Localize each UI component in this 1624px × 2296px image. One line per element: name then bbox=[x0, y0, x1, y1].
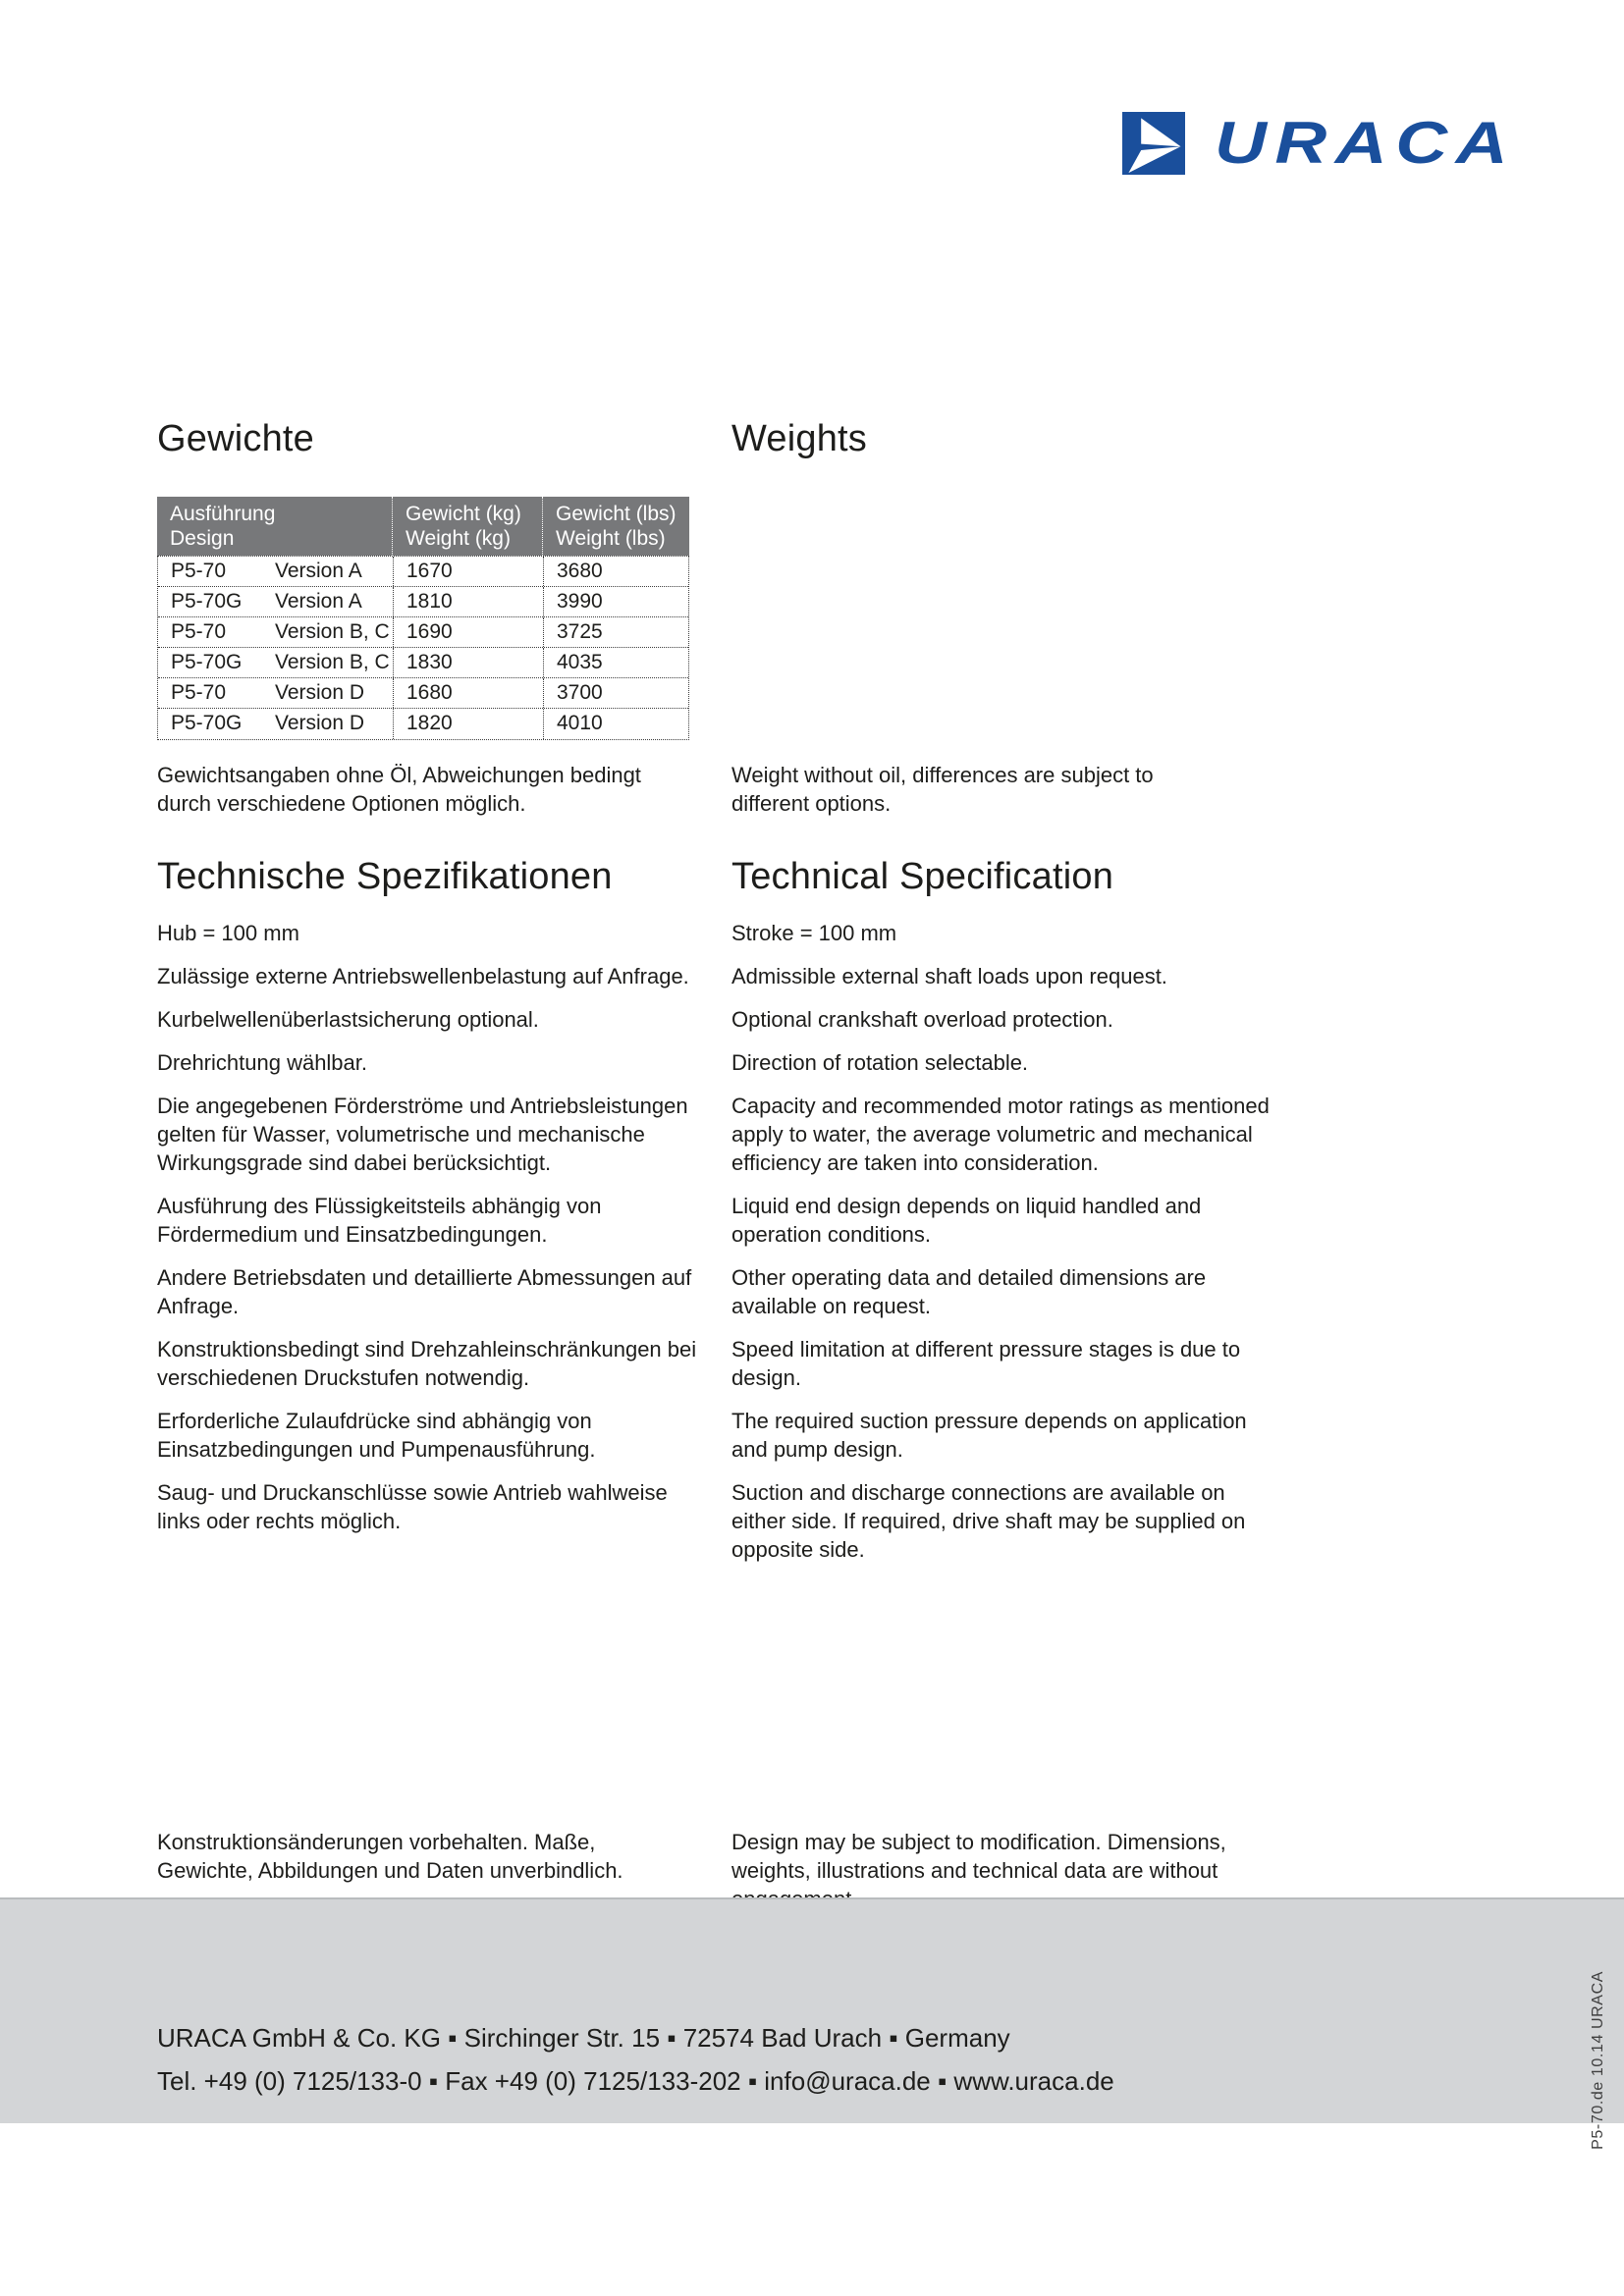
weights-note-de: Gewichtsangaben ohne Öl, Abweichungen bedingt durch verschiedene Optionen möglich. bbox=[157, 763, 641, 816]
version-cell: Version D bbox=[275, 712, 365, 734]
spec-paragraph: Zulässige externe Antriebswellenbelastung auf Anfrage. bbox=[157, 964, 689, 988]
weight-lbs-cell: 3700 bbox=[543, 678, 690, 708]
model-cell: P5-70G bbox=[171, 712, 243, 734]
spec-paragraph: Admissible external shaft loads upon request. bbox=[731, 964, 1167, 988]
weight-lbs-cell: 4010 bbox=[543, 709, 690, 739]
spec-paragraph: Konstruktionsbedingt sind Drehzahleinschränkungen bei verschiedenen Druckstufen notwendig. bbox=[157, 1337, 697, 1390]
version-cell: Version D bbox=[275, 681, 365, 704]
spec-paragraph: Suction and discharge connections are available on either side. If required, drive shaft may be supplied on opposite side. bbox=[731, 1480, 1246, 1562]
spec-paragraph: Andere Betriebsdaten und detaillierte Abmessungen auf Anfrage. bbox=[157, 1265, 692, 1318]
header-weight-lbs: Gewicht (lbs) Weight (lbs) bbox=[542, 497, 689, 556]
footer-address: URACA GmbH & Co. KG ▪ Sirchinger Str. 15 ▪ 72574 Bad Urach ▪ Germany bbox=[157, 2023, 1010, 2053]
specs-paragraphs-de bbox=[157, 919, 699, 1550]
uraca-arrow-icon bbox=[1122, 110, 1185, 177]
weights-title-en: Weights bbox=[731, 418, 867, 459]
specs-title-en: Technical Specification bbox=[731, 856, 1114, 897]
model-cell: P5-70 bbox=[171, 560, 227, 582]
spec-paragraph: Capacity and recommended motor ratings as mentioned apply to water, the average volumetric and mechanical efficiency are taken into consideration. bbox=[731, 1094, 1270, 1175]
specs-title-de: Technische Spezifikationen bbox=[157, 856, 613, 897]
table-row bbox=[158, 557, 688, 587]
spec-paragraph: Saug- und Druckanschlüsse sowie Antrieb wahlweise links oder rechts möglich. bbox=[157, 1480, 668, 1533]
spec-paragraph: Speed limitation at different pressure stages is due to design. bbox=[731, 1337, 1241, 1390]
weight-kg-cell: 1830 bbox=[393, 648, 543, 677]
weights-title-de: Gewichte bbox=[157, 418, 315, 459]
spec-paragraph: Other operating data and detailed dimensions are available on request. bbox=[731, 1265, 1207, 1318]
table-row bbox=[158, 617, 688, 648]
header-design: Ausführung Design bbox=[170, 503, 276, 550]
weight-lbs-cell: 3725 bbox=[543, 617, 690, 647]
weight-lbs-cell: 3990 bbox=[543, 587, 690, 616]
spec-paragraph: Erforderliche Zulaufdrücke sind abhängig von Einsatzbedingungen und Pumpenausführung. bbox=[157, 1409, 596, 1462]
spec-paragraph: Die angegebenen Förderströme und Antriebsleistungen gelten für Wasser, volumetrische und mechanische Wirkungsgrade sind dabei berücksichtigt. bbox=[157, 1094, 688, 1175]
uraca-logo bbox=[1122, 110, 1517, 177]
weights-table bbox=[157, 497, 689, 740]
spec-paragraph: Optional crankshaft overload protection. bbox=[731, 1007, 1113, 1032]
spec-paragraph: Stroke = 100 mm bbox=[731, 921, 897, 945]
spec-paragraph: Drehrichtung wählbar. bbox=[157, 1050, 368, 1075]
spec-paragraph: Kurbelwellenüberlastsicherung optional. bbox=[157, 1007, 539, 1032]
disclaimer-de: Konstruktionsänderungen vorbehalten. Maße, Gewichte, Abbildungen und Daten unverbindlich. bbox=[157, 1830, 623, 1883]
weight-kg-cell: 1670 bbox=[393, 557, 543, 586]
weight-lbs-cell: 4035 bbox=[543, 648, 690, 677]
table-row bbox=[158, 648, 688, 678]
document-code: P5-70.de 10.14 URACA bbox=[1590, 1971, 1606, 2150]
version-cell: Version A bbox=[275, 590, 362, 613]
weights-table-body bbox=[157, 556, 689, 740]
weights-note-en: Weight without oil, differences are subject to different options. bbox=[731, 763, 1154, 816]
header-weight-kg: Gewicht (kg) Weight (kg) bbox=[392, 497, 542, 556]
version-cell: Version B, C bbox=[275, 651, 390, 673]
table-row bbox=[158, 587, 688, 617]
weight-kg-cell: 1810 bbox=[393, 587, 543, 616]
uraca-wordmark: URACA bbox=[1215, 110, 1517, 176]
footer-contact: Tel. +49 (0) 7125/133-0 ▪ Fax +49 (0) 7125/133-202 ▪ info@uraca.de ▪ www.uraca.de bbox=[157, 2066, 1114, 2096]
model-cell: P5-70 bbox=[171, 681, 227, 704]
spec-paragraph: Liquid end design depends on liquid handled and operation conditions. bbox=[731, 1194, 1202, 1247]
disclaimer-en: Design may be subject to modification. Dimensions, weights, illustrations and technical data are without bbox=[731, 1830, 1226, 1883]
footer-band bbox=[0, 1897, 1624, 2123]
weight-kg-cell: 1690 bbox=[393, 617, 543, 647]
weights-table-header bbox=[157, 497, 689, 556]
weight-lbs-cell: 3680 bbox=[543, 557, 690, 586]
model-cell: P5-70G bbox=[171, 590, 243, 613]
version-cell: Version B, C bbox=[275, 620, 390, 643]
spec-paragraph: Hub = 100 mm bbox=[157, 921, 299, 945]
spec-paragraph: The required suction pressure depends on application and pump design. bbox=[731, 1409, 1247, 1462]
spec-paragraph: Ausführung des Flüssigkeitsteils abhängig von Fördermedium und Einsatzbedingungen. bbox=[157, 1194, 602, 1247]
table-row bbox=[158, 709, 688, 739]
table-row bbox=[158, 678, 688, 709]
model-cell: P5-70 bbox=[171, 620, 227, 643]
weight-kg-cell: 1820 bbox=[393, 709, 543, 739]
weight-kg-cell: 1680 bbox=[393, 678, 543, 708]
model-cell: P5-70G bbox=[171, 651, 243, 673]
spec-paragraph: Direction of rotation selectable. bbox=[731, 1050, 1029, 1075]
specs-paragraphs-en bbox=[731, 919, 1273, 1578]
version-cell: Version A bbox=[275, 560, 362, 582]
